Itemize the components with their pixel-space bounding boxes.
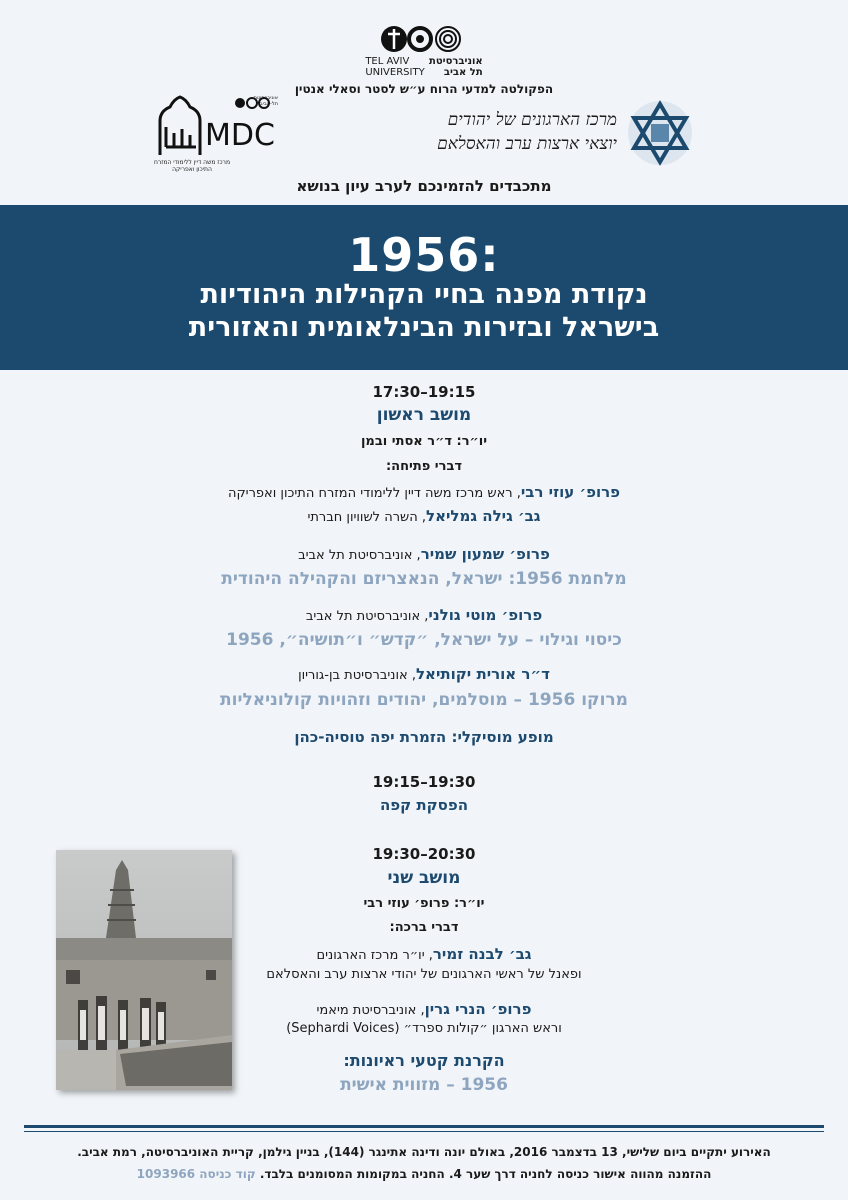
tau-logo (0, 24, 848, 78)
speaker-3-affil: , אוניברסיטת בן-גוריון (298, 668, 416, 683)
greeting-2 (0, 507, 848, 525)
footer-parking: ההזמנה מהווה אישור כניסה לחניה דרך שער 4. החניה במקומות המסומנים בלבד. (259, 1167, 712, 1181)
tau-emblem-icon (379, 24, 469, 54)
footer-rule-thin (24, 1131, 824, 1132)
session2-blessing: דברי ברכה: (389, 920, 459, 935)
session2-panel: ופאנל של ראשי הארגונים של יהודי ארצות ערב והאסלאם (266, 967, 582, 982)
session1-opening: דברי פתיחה: (385, 459, 463, 474)
speaker-1-name: פרופ׳ שמעון שמיר (420, 545, 550, 563)
session2-speaker-name: פרופ׳ הנרי גרין (424, 1000, 532, 1018)
invitation-line: מתכבדים להזמינכם לערב עיון בנושא (296, 177, 552, 195)
org-name-line1: מרכז הארגונים של יהודים (447, 110, 617, 130)
org-name-line2: יוצאי ארצות ערב והאסלאם (437, 134, 617, 154)
svg-text:MDC: MDC (205, 118, 275, 153)
speaker-3 (0, 665, 848, 683)
footer-rule-top (24, 1125, 824, 1128)
session2-greeting-role: , יו״ר מרכז הארגונים (316, 948, 433, 963)
title-year: 1956: (348, 228, 500, 282)
speaker-2-name: פרופ׳ מוטי גולני (428, 606, 543, 624)
screening-label: הקרנת קטעי ראיונות: (343, 1051, 505, 1070)
session2-speaker (0, 1000, 848, 1018)
faculty-name: הפקולטה למדעי הרוח ע״ש לסטר וסאלי אנטין (294, 82, 554, 96)
title-line1: נקודת מפנה בחיי הקהילות היהודיות (200, 279, 648, 310)
title-line2: בישראל ובזירות הבינלאומית והאזורית (188, 312, 660, 343)
speaker-2-affil: , אוניברסיטת תל אביב (305, 609, 429, 624)
mdc-tau-label: אוניברסיטת תל-אביב (253, 95, 278, 107)
session2-time: 19:30–20:30 (372, 845, 476, 863)
star-of-david-icon (625, 98, 695, 168)
mdc-caption: מרכז משה דיין ללימודי המזרח התיכון ואפריקה (153, 159, 231, 173)
greeting-1-name: פרופ׳ עוזי רבי (520, 483, 621, 501)
title-band (0, 205, 848, 370)
speaker-2-talk: כיסוי וגילוי – על ישראל, ״קדש״ ו״תושיה״, 1956 (226, 630, 622, 650)
footer-line1: האירוע יתקיים ביום שלישי, 13 בדצמבר 2016, באולם יונה ודינה אתינגר (144), בניין גילמן, קריית האוניברסיטה, רמת אביב. (77, 1145, 771, 1159)
session1-chair: יו״ר: ד״ר אסתי ובמן (360, 434, 488, 449)
screening-title: 1956 – מזווית אישית (340, 1075, 508, 1095)
session2-greeting (0, 945, 848, 963)
greeting-1 (0, 483, 848, 501)
organizations-center-logo (430, 98, 695, 170)
footer-entry-code: קוד כניסה 1093966 (136, 1167, 256, 1181)
tau-english-2: UNIVERSITY (365, 67, 425, 78)
break-time: 19:15–19:30 (372, 773, 476, 791)
session2-chair: יו״ר: פרופ׳ עוזי רבי (363, 896, 485, 911)
greeting-2-name: גב׳ גילה גמליאל (426, 507, 541, 525)
footer-line2 (0, 1167, 848, 1181)
tau-english-1: TEL AVIV (365, 56, 410, 67)
session2-title: מושב שני (387, 868, 461, 888)
speaker-1 (0, 545, 848, 563)
session1-time: 17:30–19:15 (372, 383, 476, 401)
session2-speaker-affil: , אוניברסיטת מיאמי (316, 1003, 425, 1018)
greeting-2-role: , השרה לשוויון חברתי (307, 510, 427, 525)
session2-speaker-role: וראש הארגון ״קולות ספרד״ (Sephardi Voices) (286, 1021, 562, 1036)
mdc-logo (152, 95, 282, 175)
speaker-1-affil: , אוניברסיטת תל אביב (298, 548, 421, 563)
speaker-3-talk: מרוקו 1956 – מוסלמים, יהודים וזהויות קולוניאליות (220, 690, 628, 710)
break-title: הפסקת קפה (379, 796, 469, 814)
speaker-2 (0, 606, 848, 624)
music-performance: מופע מוסיקלי: הזמרת יפה טוסיה-כהן (294, 728, 554, 746)
speaker-1-talk: מלחמת 1956: ישראל, הנאצריזם והקהילה היהודית (221, 569, 627, 589)
speaker-3-name: ד״ר אורית יקותיאל (415, 665, 550, 683)
greeting-1-role: , ראש מרכז משה דיין ללימודי המזרח התיכון ואפריקה (227, 486, 521, 501)
session1-title: מושב ראשון (376, 405, 472, 425)
session2-greeting-name: גב׳ לבנה זמיר (432, 945, 532, 963)
tau-hebrew: אוניברסיטת תל אביב (429, 56, 483, 78)
